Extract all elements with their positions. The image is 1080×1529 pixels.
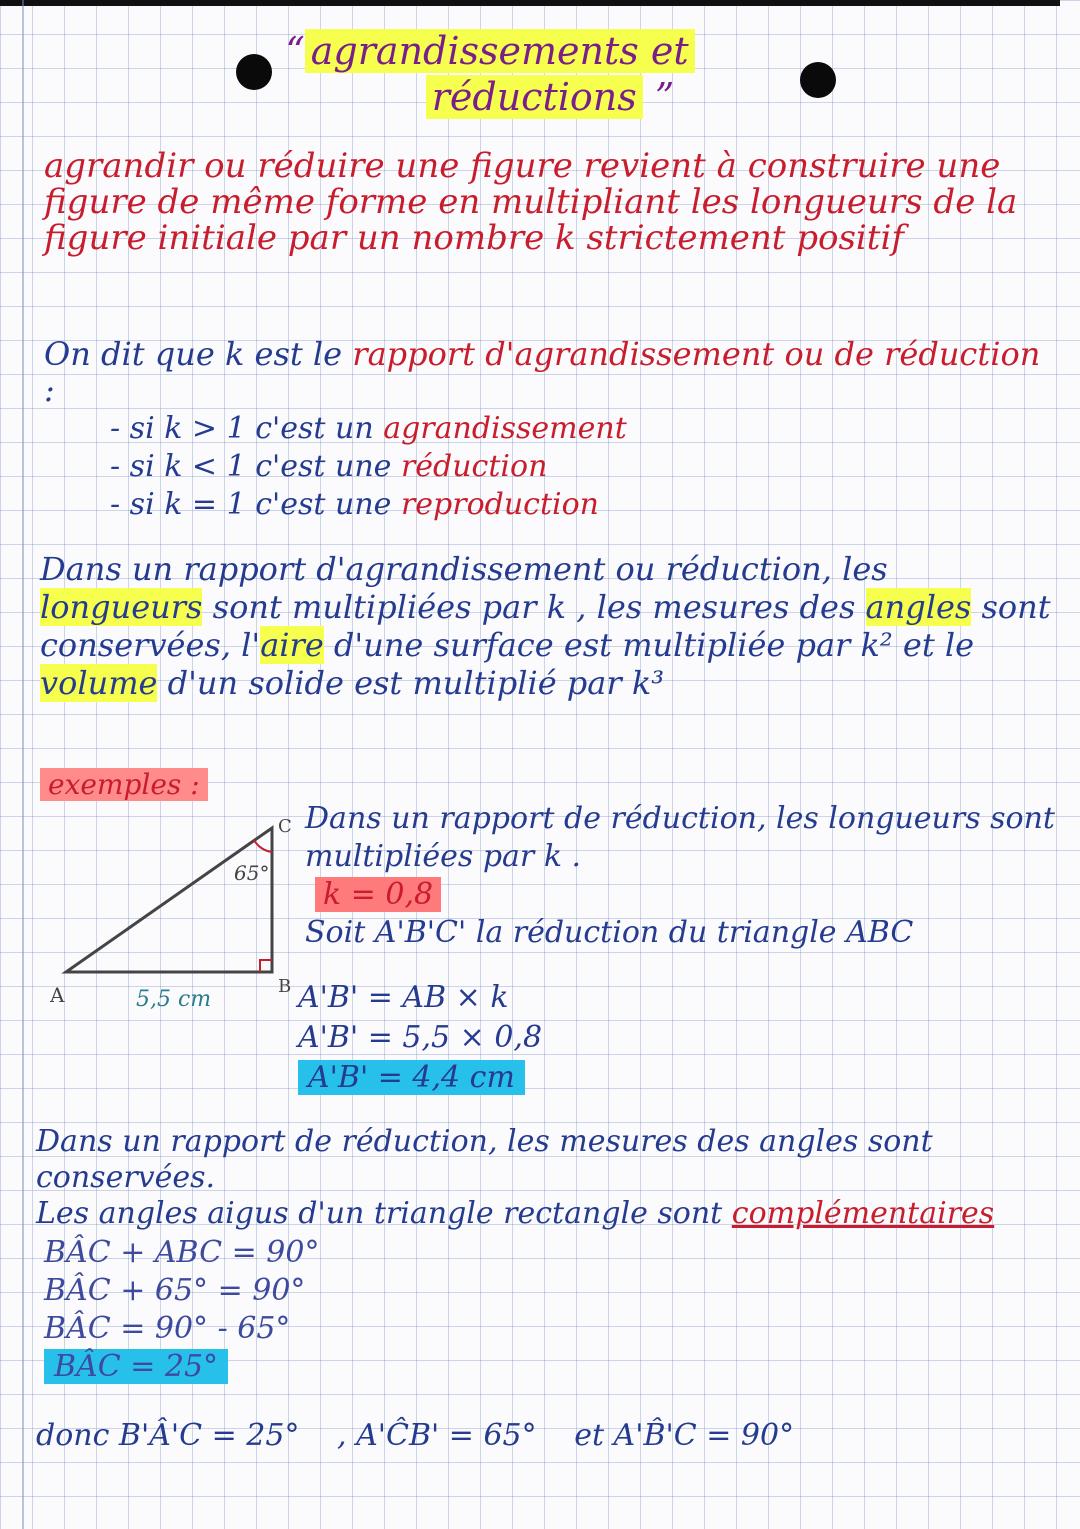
title-line-2: réductions	[426, 75, 643, 119]
exemple-sentence: Dans un rapport de réduction, les longueurs sont multipliées par k .	[305, 801, 1055, 874]
word-longueurs: longueurs	[40, 588, 203, 626]
rapport-paragraph	[40, 550, 1060, 702]
top-binding-strip	[0, 0, 1060, 6]
conclusion-line	[36, 1418, 822, 1453]
exemple-text	[305, 800, 1065, 952]
angle-calc-line: BÂC + 65° = 90°	[44, 1273, 306, 1308]
calc-line: A'B' = 5,5 × 0,8	[298, 1020, 543, 1055]
triangle-figure	[40, 810, 300, 1020]
rapport-text: sont multipliées par k , les mesures des	[202, 588, 866, 626]
conclusion-part: et A'B̂'C = 90°	[574, 1418, 795, 1453]
case-result: réduction	[400, 449, 548, 484]
calc-result: A'B' = 4,4 cm	[298, 1060, 525, 1095]
angle-calculation	[44, 1234, 319, 1386]
word-angles: angles	[865, 588, 972, 626]
case-cond: - si k = 1 c'est une	[110, 487, 401, 522]
triangle-abc	[66, 828, 272, 972]
dit-highlight: rapport d'agrandissement ou de réduction	[352, 335, 1041, 373]
vertex-b: B	[278, 976, 292, 997]
rapport-text: d'un solide est multiplié par k³	[157, 664, 665, 702]
dit-end: :	[44, 371, 55, 409]
angles-sentence: Dans un rapport de réduction, les mesures des angles sont conservées.	[36, 1124, 933, 1195]
rapport-text: d'une surface est multipliée par k² et le	[323, 626, 975, 664]
case-result: reproduction	[400, 487, 599, 522]
right-angle-mark	[260, 960, 272, 972]
angle-calc-result: BÂC = 25°	[44, 1349, 228, 1384]
soit-sentence: Soit A'B'C' la réduction du triangle ABC	[305, 915, 914, 950]
length-calculation	[298, 978, 542, 1098]
word-volume: volume	[40, 664, 158, 702]
conclusion-part: donc B'Â'C = 25°	[36, 1418, 300, 1453]
angle-calc-line: BÂC = 90° - 65°	[44, 1311, 291, 1346]
calc-line: A'B' = AB × k	[298, 980, 509, 1015]
case-row	[110, 448, 627, 486]
length-ab: 5,5 cm	[136, 987, 212, 1012]
angle-arc	[254, 840, 272, 852]
case-result: agrandissement	[383, 411, 627, 446]
rapport-definition	[44, 336, 1044, 408]
margin-line	[22, 0, 24, 1529]
angles-rule: Les angles aigus d'un triangle rectangle sont	[36, 1196, 732, 1231]
binder-hole-right	[800, 62, 836, 98]
case-row	[110, 410, 627, 448]
binder-hole-left	[236, 54, 272, 90]
vertex-a: A	[50, 983, 65, 1007]
word-complementaires: complémentaires	[731, 1196, 995, 1231]
case-row	[110, 486, 627, 524]
dit-intro: On dit que k est le	[44, 335, 353, 373]
definition-paragraph: agrandir ou réduire une figure revient à construire une figure de même forme en multipliant les longueurs de la figure initiale par un nombre k strictement positif	[44, 146, 1018, 258]
k-value: k = 0,8	[315, 877, 441, 912]
case-cond: - si k > 1 c'est un	[110, 411, 384, 446]
angle-label: 65°	[234, 861, 270, 885]
angle-calc-line: BÂC + ABC = 90°	[44, 1235, 320, 1270]
title-line-1: agrandissements et	[305, 29, 695, 73]
word-aire: aire	[260, 626, 324, 664]
case-cond: - si k < 1 c'est une	[110, 449, 401, 484]
angles-paragraph	[36, 1124, 1066, 1232]
cases-list	[110, 410, 627, 524]
page-title: “ agrandissements et réductions ”	[280, 28, 700, 120]
exemples-label: exemples :	[40, 768, 208, 801]
vertex-c: C	[278, 816, 292, 837]
rapport-text: sont conservées, l'	[40, 588, 1051, 664]
rapport-text: Dans un rapport d'agrandissement ou réduction, les	[40, 550, 888, 588]
conclusion-part: , A'ĈB' = 65°	[337, 1418, 537, 1453]
